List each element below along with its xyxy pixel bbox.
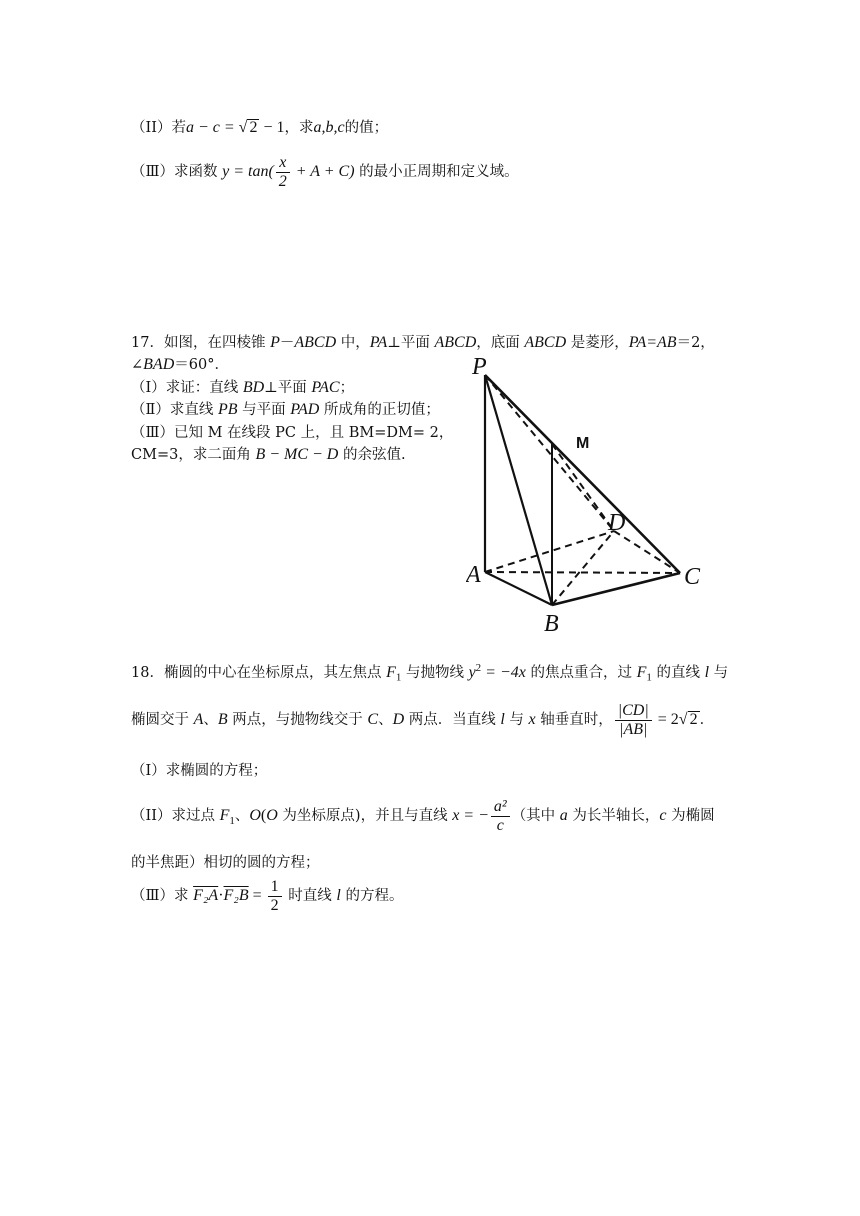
q17-line5 — [131, 423, 453, 443]
edge-md — [552, 444, 614, 531]
q18-l2-sep2: 、 — [378, 712, 393, 728]
q18-l2-end: ． — [699, 712, 715, 728]
q18-parabola-y: y — [468, 663, 476, 681]
q18-l1-mid3: 的直线 — [651, 664, 705, 681]
q18-half-num: 1 — [268, 878, 282, 897]
label-b: B — [544, 611, 559, 634]
q17-bad: BAD — [143, 356, 175, 373]
q18-l4-c: c — [659, 807, 667, 824]
q18-l2-a: A — [193, 711, 204, 728]
q17-l3-prefix: （Ⅰ）求证：直线 — [131, 380, 243, 396]
q17-line3 — [131, 378, 354, 398]
pyramid-figure — [466, 352, 706, 634]
q18-line6 — [131, 876, 403, 916]
q18-l5-text: 的半焦距）相切的圆的方程； — [131, 855, 320, 871]
q18-l2-prefix: 椭圆交于 — [131, 712, 194, 728]
q18-line3 — [131, 761, 267, 781]
label-c: C — [684, 564, 701, 590]
q16-part3-func-left: y = tan( — [222, 163, 274, 180]
q18-l1-l: l — [704, 663, 710, 681]
q18-ratio-sqrt: 2 — [689, 711, 698, 728]
q18-l6-prefix: （Ⅲ）求 — [131, 888, 194, 904]
q18-line4 — [131, 796, 715, 841]
q18-f1: F — [386, 663, 396, 681]
q17-dihedral: B − MC − D — [255, 446, 339, 463]
q16-part3 — [131, 152, 519, 192]
q18-l4-f1-sub: 1 — [229, 814, 235, 827]
q17-l3-suffix: ； — [339, 380, 355, 396]
q18-line1 — [131, 658, 728, 688]
q18-l4-mid2: 为长半轴长， — [567, 808, 660, 824]
q17-l6-suffix: 的余弦值. — [338, 447, 406, 463]
q18-half-den: 2 — [270, 896, 279, 914]
q18-l6-eq: = — [248, 887, 266, 904]
q18-l4-paren: ( — [260, 807, 267, 824]
q18-l2-mid1: 两点，与抛物线交于 — [227, 712, 368, 728]
q18-directrix-num: a² — [491, 798, 510, 817]
edge-bd — [552, 531, 614, 605]
q17-line2 — [131, 355, 229, 375]
q18-vector-f2b: F₂B — [223, 887, 249, 904]
q17-pad: PAD — [290, 401, 320, 418]
q17-pb: PB — [217, 401, 238, 418]
q18-l1-prefix: 18．椭圆的中心在坐标原点，其左焦点 — [131, 664, 387, 681]
q18-l4-x-eq: x = − — [452, 807, 489, 824]
q18-ratio-den: |AB| — [619, 720, 648, 738]
q18-l2-c: C — [367, 711, 379, 728]
q17-angle-val: ＝60°． — [174, 357, 229, 373]
q18-ratio-num: |CD| — [615, 702, 652, 721]
q17-plane: ABCD — [434, 334, 477, 351]
label-a: A — [466, 562, 481, 588]
q16-part3-prefix: （Ⅲ）求函数 — [131, 164, 218, 180]
q17-bd: BD — [242, 379, 265, 396]
q17-number: 17．如图，在四棱锥 — [131, 335, 271, 351]
q18-l4-f1: F — [219, 807, 230, 824]
q18-half-fraction — [268, 878, 282, 915]
q17-l6-prefix: CM=3，求二面角 — [131, 447, 256, 463]
q18-l2-mid3: 与 — [504, 712, 529, 728]
edge-ad — [485, 531, 614, 572]
q17-l5-text: （Ⅲ）已知 M 在线段 PC 上，且 BM=DM= 2， — [131, 425, 454, 441]
q18-l4-o: O — [249, 807, 261, 824]
q18-line2: 椭圆交于 A、B 两点，与抛物线交于 C、D 两点．当直线 l 与 x 轴垂直时， $\frac{|CD|}{|AB|}$ = 2√ 2 ． — [131, 701, 715, 738]
q18-ratio-eq: = 2 — [653, 711, 679, 728]
q18-l6-l: l — [336, 887, 341, 904]
q18-l6-mid: 时直线 — [283, 888, 337, 904]
label-d: D — [608, 510, 626, 536]
edge-dc — [614, 531, 680, 573]
q16-part2-suffix: 的值； — [344, 120, 389, 136]
pyramid-svg — [466, 352, 706, 634]
q16-part3-frac-den: 2 — [278, 172, 287, 190]
q18-l1-mid1: 与抛物线 — [401, 664, 469, 681]
q16-part2-mid: ，求 — [284, 120, 314, 136]
q18-l4-a: a — [559, 807, 568, 824]
q17-mid3: 是菱形， — [566, 335, 629, 351]
q16-part3-func-right: + A + C) — [291, 163, 355, 180]
edge-ab — [485, 572, 552, 605]
q18-dot: · — [218, 887, 224, 904]
q17-val: ＝2， — [676, 335, 715, 351]
edge-pd — [485, 375, 614, 531]
q17-dash: － — [279, 335, 295, 351]
q16-part2-prefix: （II）若 — [131, 120, 186, 136]
q18-l4-paren-text: 为坐标原点)，并且与直线 — [277, 808, 453, 824]
q16-part3-fraction — [276, 154, 290, 191]
q17-pa: PA — [369, 334, 388, 351]
q17-angle: ∠ — [131, 357, 144, 373]
q18-l2-x: x — [528, 711, 536, 728]
q17-mid1: 中， — [336, 335, 370, 351]
q16-part3-frac-num: x — [276, 154, 290, 173]
q18-l2-mid4: 轴垂直时， — [535, 712, 613, 728]
label-p: P — [472, 354, 487, 380]
q18-l3-text: （Ⅰ）求椭圆的方程； — [131, 763, 268, 779]
q17-eq: PA=AB — [628, 334, 677, 351]
q17-line6 — [131, 445, 406, 465]
q18-parabola-rest: = −4x — [481, 663, 526, 681]
q17-pac: PAC — [311, 379, 340, 396]
q17-l4-prefix: （Ⅱ）求直线 — [131, 402, 218, 418]
q18-vector-f2a: F₂A — [193, 887, 219, 904]
q17-line4 — [131, 400, 440, 420]
q17-perp: ⊥平面 — [387, 335, 435, 351]
q17-line1 — [131, 333, 715, 353]
q18-f1b: F — [636, 663, 647, 681]
q18-l2-d: D — [392, 711, 405, 728]
q17-mid2: ，底面 — [476, 335, 525, 351]
q16-part3-suffix: 的最小正周期和定义域。 — [359, 164, 519, 180]
q18-l4-sep: 、 — [234, 808, 250, 824]
q18-l4-o2: O — [266, 807, 278, 824]
q18-ratio-fraction — [615, 702, 652, 739]
q17-l3-mid: ⊥平面 — [264, 380, 312, 396]
label-m: M — [576, 435, 590, 452]
q17-p: P — [270, 334, 280, 351]
q17-l4-suffix: 所成角的正切值； — [319, 402, 440, 418]
q16-part2-expr-left: a − c = — [185, 119, 239, 136]
edge-ac — [485, 572, 680, 573]
q18-f1b-sub: 1 — [646, 671, 652, 684]
q16-part2-expr-right: − 1 — [259, 119, 285, 136]
q18-l2-b: B — [217, 711, 228, 728]
q18-parabola-sup: 2 — [475, 662, 482, 674]
q16-part2: （II）若a − c = √ 2 − 1，求a,b,c的值； — [131, 119, 389, 136]
q18-directrix-den: c — [496, 816, 504, 834]
q18-l2-sep: 、 — [203, 712, 218, 728]
q18-f1-sub: 1 — [395, 671, 402, 684]
edge-bc — [552, 573, 680, 605]
q18-l4-prefix: （II）求过点 — [131, 808, 220, 824]
q18-l1-suffix: 与 — [709, 664, 729, 681]
q18-directrix-fraction — [491, 798, 510, 835]
q17-l4-mid: 与平面 — [237, 402, 291, 418]
q18-l2-l: l — [500, 711, 505, 728]
q17-abcd: ABCD — [294, 334, 337, 351]
q18-l1-mid2: 的焦点重合，过 — [525, 664, 637, 681]
q16-part2-sqrt: 2 — [249, 119, 258, 136]
q17-base2: ABCD — [524, 334, 567, 351]
q18-l2-mid2: 两点．当直线 — [404, 712, 501, 728]
q16-part2-vars: a,b,c — [313, 119, 345, 136]
q18-l4-mid: （其中 — [511, 808, 560, 824]
q18-l4-suffix: 为椭圆 — [666, 808, 715, 824]
q18-l6-suffix: 的方程。 — [340, 888, 404, 904]
q18-line5 — [131, 853, 320, 873]
